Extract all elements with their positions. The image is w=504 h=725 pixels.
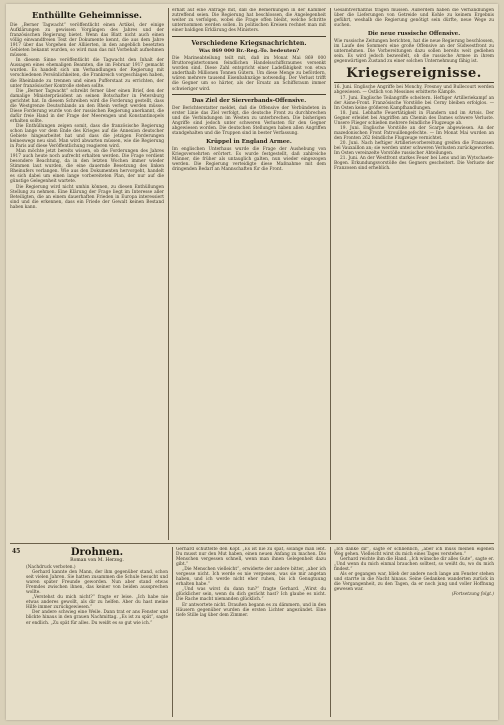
- article-paragraph: Die „Berner Tagwacht“ schreibt ferner über einen Brief, den der damalige Ministerpräsident an seinen Botschafter in Petersburg gerichtet hat. In diesem Schreiben wird die Forderung gestellt, dass die Westgrenze Deutschlands an den Rhein verlegt werden müsse. Diese Forderung wurde von der russischen Regierung anerkannt, die dafür freie Hand in der Frage der Meerengen und Konstantinopels erhalten sollte.: [10, 88, 164, 124]
- story-paragraph: „Und was wirst du dann tun?“ fragte Gerhard. „Wirst du glücklicher sein, wenn du dich gerächt hast? Ich glaube es nicht. Die Rache macht niemanden glücklich.“: [176, 587, 326, 603]
- article-paragraph: Die Marineabteilung teilt mit, daß im Monat Mai 869 000 Bruttoregistertonnen feindlichen Handelsschiffsraumes versenkt worden sind. Diese Zahl entspricht einer Ladefähigkeit von etwa anderthalb Millionen Tonnen Gütern. Um diese Menge zu befördern, wären mehrere tausend Eisenbahnzüge notwendig. Der Verlust trifft die Gegner um so härter, als der Ersatz an Schiffsraum immer schwieriger wird.: [172, 56, 326, 92]
- feuilleton-column-left: [26, 547, 168, 717]
- story-paragraph: Gerhard schüttelte den Kopf. „Es ist nie zu spät, solange man lebt. Du musst nur den Mut haben, einen neuen Anfang zu machen. Die Menschen vergessen schnell, wenn man ihnen Gelegenheit dazu gibt.“: [176, 547, 326, 568]
- event-entry: 18. Juni. Lebhafte Feuertätigkeit in Flandern und im Artois. Der Gegner erleidet bei Angriffen am Chemin des Dames schwere Verluste. Unsere Flieger schießen mehrere feindliche Flugzeuge ab.: [334, 110, 494, 126]
- story-paragraph: Er antwortete nicht. Draußen begann es zu dämmern, und in den Häusern gegenüber wurden die ersten Lichter angezündet. Eine tiefe Stille lag über dem Zimmer.: [176, 602, 326, 618]
- event-entry: 21. Juni. An der Westfront starkes Feuer bei Lens und im Wytschaete-Bogen. Erkundungsvorstöße des Gegners gescheitert. Die Verluste der Franzosen sind erheblich.: [334, 156, 494, 172]
- feuilleton-column-middle: [176, 547, 326, 717]
- section-heading-war-events: Kriegsereignisse.: [346, 66, 482, 82]
- article-paragraph: Gesamtverhältnis tragen müssen. Außerdem haben die Verhandlungen über die Lieferungen von Getreide und Kohle zu keinem Ergebnis geführt, weshalb die Regierung genötigt sein dürfte, neue Wege zu suchen.: [334, 8, 494, 29]
- story-paragraph: (Nachdruck verboten.): [26, 565, 76, 570]
- article-paragraph: Wie russische Zeitungen berichten, hat die neue Regierung beschlossen, im Laufe des Sommers eine große Offensive an der Südwestfront zu unternehmen. Die Vorbereitungen dazu sollen bereits weit gediehen sein. Es wird jedoch bezweifelt, ob die russische Armee in ihrem gegenwärtigen Zustand zu einer solchen Unternehmung fähig ist.: [334, 39, 494, 65]
- story-paragraph: „Die Menschen vielleicht“, erwiderte der andere bitter, „aber ich vergesse nicht. Ich werde es nie vergessen, was sie mir angetan haben, und ich werde nicht eher ruhen, bis ich Genugtuung erhalten habe.“: [176, 567, 326, 588]
- column-divider: [330, 8, 331, 540]
- continued-note: (Fortsetzung folgt.): [451, 592, 494, 598]
- story-paragraph: Gerhard kannte den Mann, der ihm gegenüber stand, schon seit vielen Jahren. Sie hatten zusammen die Schule besucht und waren später Freunde geworden. Nun aber stand etwas Fremdes zwischen ihnen, das keiner von beiden aussprechen wollte.: [26, 570, 168, 596]
- article-paragraph: In diesem Sinne veröffentlicht die Tagwacht den Inhalt der Aussagen eines ehemaligen Beamten, die im Februar 1917 gemacht wurden. Es handelt sich um Verhandlungen der Regierung mit verschiedenen Persönlichkeiten, die Frankreich vorgeschlagen haben, die Rheinlande zu trennen und einen Pufferstaat zu errichten, der unter französischer Kontrolle stehen sollte.: [10, 58, 164, 89]
- event-entry: 20. Juni. Nach heftiger Artillerievorbereitung greifen die Franzosen bei Vauxaillon an; sie werden unter schweren Verlusten zurückgeworfen. Im Osten vereinzelte Vorstöße russischer Abteilungen.: [334, 140, 494, 157]
- article-paragraph: Im englischen Unterhaus wurde die Frage der Aushebung von Kriegsversehrten erörtert. Es wurde festgestellt, daß zahlreiche Männer, die früher als untauglich galten, nun wieder eingezogen werden. Die Regierung verteidigte diese Maßnahme mit dem dringenden Bedarf an Mannschaften für die Front.: [172, 146, 326, 173]
- story-paragraph: Als er gegangen war, blieb der andere noch lange am Fenster stehen und starrte in die Nacht hinaus. Seine Gedanken wanderten zurück in die Vergangenheit, zu den Tagen, da er noch jung und voller Hoffnung gewesen war.: [334, 572, 494, 593]
- event-entry: 19. Juni. Englische Vorstöße an der Scarpe abgewiesen. An der mazedonischen Front Patrouillengefechte. — Im Monat Mai wurden an den Fronten 262 feindliche Flugzeuge vernichtet.: [334, 125, 494, 141]
- article-paragraph: erhält auf eine Anfrage mit, daß die Bemerkungen in der Kammer zutreffend seien. Die Regierung hat beschlossen, die Angelegenheit weiter zu verfolgen, wobei die Frage offen bleibt, welche Schritte unternommen werden sollen. In politischen Kreisen rechnet man mit einer baldigen Erklärung des Ministers.: [172, 8, 326, 34]
- feuilleton-divider: [10, 543, 494, 544]
- event-entry: 16. Juni. Englische Angriffe bei Monchy, Fresnoy und Bullecourt werden abgewiesen. — Östlich von Messines erbitterte Kämpfe.: [334, 85, 494, 96]
- heading-rule: [334, 82, 494, 83]
- section-subheading: Das Ziel der Sierverbands-Offensive.: [191, 97, 307, 104]
- event-entry: 17. Juni. Englische Teilangriffe scheitern. Heftiger Artilleriekampf an der Aisne-Front. Französische Vorstöße bei Cerny bleiben erfolglos. — Im Osten keine größeren Kampfhandlungen.: [334, 95, 494, 111]
- page-number: 45: [12, 548, 21, 555]
- column-divider: [330, 547, 331, 717]
- article-paragraph: Die „Berner Tagwacht“ veröffentlicht einen Artikel, der einige Aufklärungen zu gewissen Vorgängen des Jahres und der französischen Regierung bietet. Wenn das Blatt nicht auch einen völlig einwandfreien Text der Dokumente kennt, die aus dem Jahre 1917 über das Vorgehen der Alliierten, in den angeblich besetzten Gebieten bekannt wurden, so wird man das mit Vorbehalt aufnehmen müssen.: [10, 23, 164, 59]
- news-box: [172, 36, 326, 94]
- section-subheading: Krüppel in England Armee.: [206, 138, 292, 145]
- section-heading: Verschiedene Kriegsnachrichten.: [191, 40, 307, 48]
- article-paragraph: Man möchte jetzt bereits wissen, ob die Forderungen des Jahres 1917 auch heute noch aufrecht erhalten werden. Die Frage verdient besondere Beachtung, da in den letzten Wochen immer wieder Stimmen laut wurden, die eine dauernde Besetzung des linken Rheinufers verlangen. Wie aus den Dokumenten hervorgeht, handelt es sich dabei um einen lange vorbereiteten Plan, der nur auf die günstige Gelegenheit wartete.: [10, 149, 164, 185]
- article-title: Enthüllte Geheimnisse.: [32, 10, 142, 20]
- article-column-middle: [172, 8, 326, 540]
- article-paragraph: Die Regierung wird nicht umhin können, zu diesen Enthüllungen Stellung zu nehmen. Eine Klärung der Frage liegt im Interesse aller Beteiligten, die an einem dauerhaften Frieden in Europa interessiert sind und die erkennen, dass ein Friede der Gewalt keinen Bestand haben kann.: [10, 184, 164, 210]
- article-paragraph: Die Enthüllungen zeigen somit, dass die französische Regierung schon lange vor dem Ende des Krieges auf die Annexion deutscher Gebiete hingearbeitet hat und dass die jetzigen Forderungen keineswegs neu sind. Man wird abwarten müssen, wie die Regierung in Paris auf diese Veröffentlichung reagieren wird.: [10, 123, 164, 150]
- story-paragraph: Gerhard reichte ihm die Hand. „Ich wünsche dir alles Gute“, sagte er. „Und wenn du mich einmal brauchen solltest, so weißt du, wo du mich findest.“: [334, 557, 494, 573]
- column-divider: [172, 547, 173, 717]
- story-paragraph: Der andere schwieg eine Weile. Dann trat er ans Fenster und blickte hinaus in den grauen Nachmittag. „Es ist zu spät“, sagte er endlich. „Zu spät für alles. Du weißt es so gut wie ich.“: [26, 610, 168, 626]
- story-paragraph: „Verstehst du mich nicht?“ fragte er leise. „Ich habe nie etwas anderes gewollt, als dir zu helfen. Aber du hast meine Hilfe immer zurückgewiesen.“: [26, 595, 168, 611]
- section-subheading: Die neue russische Offensive.: [367, 31, 461, 38]
- story-paragraph: „Ich danke dir“, sagte er schließlich, „aber ich muss meinen eigenen Weg gehen. Vielleicht wirst du mich eines Tages verstehen.“: [334, 547, 494, 558]
- article-column-left: [10, 8, 164, 540]
- feuilleton-title: Drohnen.: [70, 547, 124, 558]
- newspaper-page: [6, 4, 498, 720]
- feuilleton-column-right: [334, 547, 494, 717]
- article-paragraph: Der Berichterstatter meldet, daß die Offensive der Verbündeten in erster Linie das Ziel verfolgt, die deutsche Front zu durchbrechen und die Verbindungen im Westen zu unterbrechen. Die bisherigen Angriffe sind jedoch unter schweren Verlusten für den Gegner abgewiesen worden. Die deutschen Stellungen haben allen Angriffen standgehalten und die Truppen sind in bester Verfassung.: [172, 105, 326, 136]
- feuilleton-subtitle: Roman von M. Herzog.: [70, 558, 124, 563]
- column-divider: [168, 8, 169, 540]
- article-column-right: [334, 8, 494, 540]
- section-subheading: Was 869 000 Br.-Reg.-To. bedeuten?: [198, 48, 300, 55]
